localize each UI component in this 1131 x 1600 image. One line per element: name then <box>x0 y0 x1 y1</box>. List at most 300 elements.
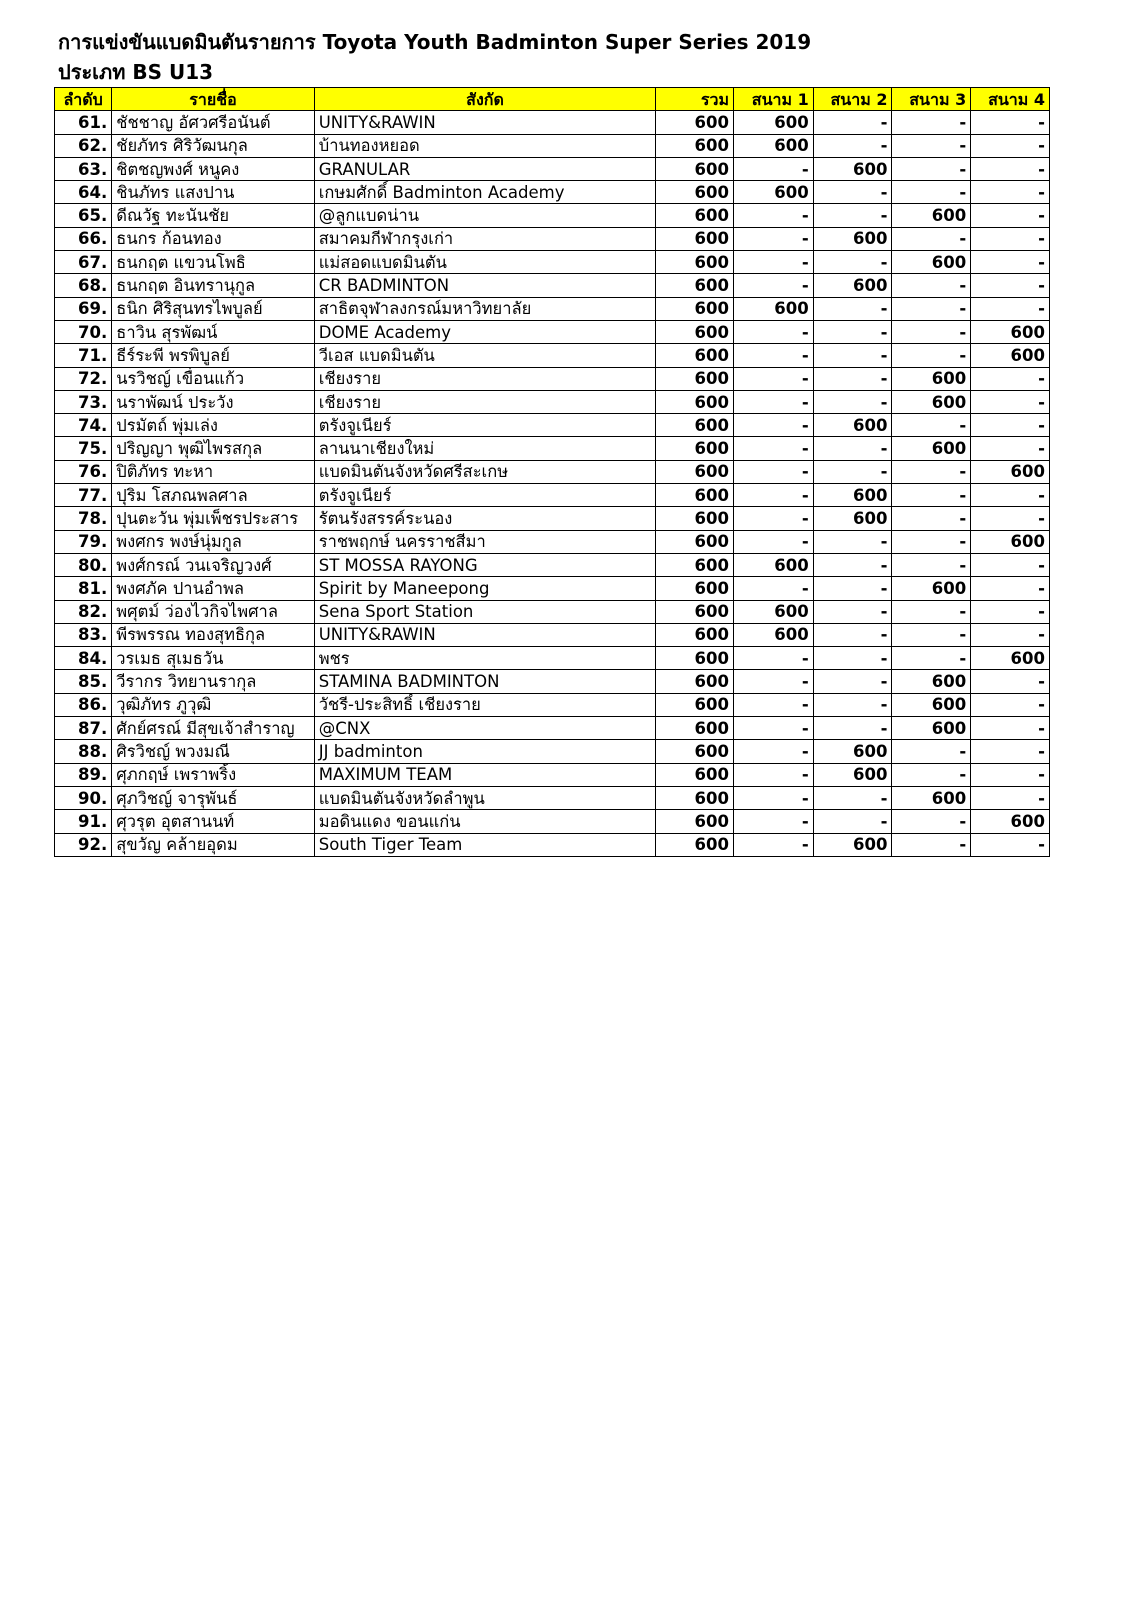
table-row <box>55 507 1050 530</box>
club-cell: @CNX <box>314 717 656 740</box>
venue-2-cell: - <box>813 111 892 134</box>
venue-2-cell: 600 <box>813 763 892 786</box>
venue-2-cell: - <box>813 670 892 693</box>
venue-1-cell: - <box>733 390 813 413</box>
name-cell: ปริญญา พุฒิไพรสกุล <box>112 437 314 460</box>
venue-3-cell: 600 <box>892 693 971 716</box>
rank-cell: 84. <box>55 647 112 670</box>
total-cell: 600 <box>656 181 734 204</box>
venue-2-cell: - <box>813 367 892 390</box>
venue-1-cell: 600 <box>733 553 813 576</box>
club-cell: Spirit by Maneepong <box>314 577 656 600</box>
total-cell: 600 <box>656 134 734 157</box>
col-header-venue-3: สนาม 3 <box>892 88 971 111</box>
club-cell: สาธิตจุฬาลงกรณ์มหาวิทยาลัย <box>314 297 656 320</box>
venue-2-cell: - <box>813 810 892 833</box>
venue-2-cell: - <box>813 693 892 716</box>
total-cell: 600 <box>656 297 734 320</box>
venue-3-cell: - <box>892 647 971 670</box>
total-cell: 600 <box>656 786 734 809</box>
total-cell: 600 <box>656 647 734 670</box>
club-cell: แม่สอดแบดมินตัน <box>314 251 656 274</box>
venue-2-cell: - <box>813 344 892 367</box>
col-header-rank: ลำดับ <box>55 88 112 111</box>
venue-4-cell: - <box>971 157 1050 180</box>
name-cell: ธาวิน สุรพัฒน์ <box>112 320 314 343</box>
rank-cell: 76. <box>55 460 112 483</box>
col-header-venue-2: สนาม 2 <box>813 88 892 111</box>
venue-3-cell: 600 <box>892 717 971 740</box>
rank-cell: 85. <box>55 670 112 693</box>
name-cell: ธนกฤต แขวนโพธิ <box>112 251 314 274</box>
venue-3-cell: - <box>892 227 971 250</box>
venue-2-cell: - <box>813 390 892 413</box>
venue-3-cell: - <box>892 297 971 320</box>
table-row <box>55 670 1050 693</box>
name-cell: พงศภัค ปานอำพล <box>112 577 314 600</box>
table-row <box>55 204 1050 227</box>
club-cell: แบดมินตันจังหวัดศรีสะเกษ <box>314 460 656 483</box>
rank-cell: 68. <box>55 274 112 297</box>
club-cell: บ้านทองหยอด <box>314 134 656 157</box>
venue-2-cell: - <box>813 647 892 670</box>
venue-3-cell: - <box>892 763 971 786</box>
venue-4-cell: - <box>971 227 1050 250</box>
venue-1-cell: - <box>733 320 813 343</box>
total-cell: 600 <box>656 227 734 250</box>
venue-1-cell: - <box>733 484 813 507</box>
category-subtitle: ประเภท BS U13 <box>58 60 214 84</box>
total-cell: 600 <box>656 670 734 693</box>
rank-cell: 88. <box>55 740 112 763</box>
venue-4-cell: 600 <box>971 320 1050 343</box>
rank-cell: 72. <box>55 367 112 390</box>
venue-2-cell: - <box>813 717 892 740</box>
venue-3-cell: 600 <box>892 577 971 600</box>
venue-3-cell: - <box>892 833 971 856</box>
table-row <box>55 530 1050 553</box>
rank-cell: 67. <box>55 251 112 274</box>
venue-1-cell: 600 <box>733 181 813 204</box>
venue-4-cell: - <box>971 274 1050 297</box>
name-cell: พงศกร พงษ์นุ่มกูล <box>112 530 314 553</box>
club-cell: Sena Sport Station <box>314 600 656 623</box>
name-cell: ศุวรุต อุตสานนท์ <box>112 810 314 833</box>
name-cell: นราพัฒน์ ประวัง <box>112 390 314 413</box>
club-cell: มอดินแดง ขอนแก่น <box>314 810 656 833</box>
club-cell: ลานนาเชียงใหม่ <box>314 437 656 460</box>
table-row <box>55 251 1050 274</box>
venue-4-cell: - <box>971 577 1050 600</box>
venue-1-cell: - <box>733 204 813 227</box>
club-cell: เชียงราย <box>314 367 656 390</box>
rank-cell: 71. <box>55 344 112 367</box>
total-cell: 600 <box>656 460 734 483</box>
table-row <box>55 693 1050 716</box>
venue-2-cell: - <box>813 460 892 483</box>
name-cell: พศุตม์ ว่องไวกิจไพศาล <box>112 600 314 623</box>
venue-4-cell: - <box>971 553 1050 576</box>
total-cell: 600 <box>656 344 734 367</box>
venue-1-cell: - <box>733 344 813 367</box>
table-row <box>55 623 1050 646</box>
name-cell: นรวิชญ์ เขื่อนแก้ว <box>112 367 314 390</box>
venue-2-cell: - <box>813 577 892 600</box>
club-cell: แบดมินตันจังหวัดลำพูน <box>314 786 656 809</box>
venue-1-cell: 600 <box>733 134 813 157</box>
name-cell: ปุนตะวัน พุ่มเพ็ชรประสาร <box>112 507 314 530</box>
rank-cell: 65. <box>55 204 112 227</box>
table-row <box>55 414 1050 437</box>
total-cell: 600 <box>656 507 734 530</box>
total-cell: 600 <box>656 577 734 600</box>
venue-1-cell: 600 <box>733 111 813 134</box>
venue-4-cell: - <box>971 484 1050 507</box>
table-row <box>55 647 1050 670</box>
venue-1-cell: - <box>733 157 813 180</box>
table-body <box>55 111 1050 857</box>
name-cell: ศุภวิชญ์ จารุพันธ์ <box>112 786 314 809</box>
name-cell: ธนกร ก้อนทอง <box>112 227 314 250</box>
club-cell: เกษมศักดิ์ Badminton Academy <box>314 181 656 204</box>
venue-1-cell: - <box>733 740 813 763</box>
table-row <box>55 297 1050 320</box>
table-row <box>55 344 1050 367</box>
rank-cell: 81. <box>55 577 112 600</box>
venue-4-cell: 600 <box>971 530 1050 553</box>
table-row <box>55 484 1050 507</box>
venue-1-cell: 600 <box>733 623 813 646</box>
venue-3-cell: - <box>892 740 971 763</box>
rank-cell: 61. <box>55 111 112 134</box>
venue-2-cell: - <box>813 181 892 204</box>
rank-cell: 77. <box>55 484 112 507</box>
rank-cell: 62. <box>55 134 112 157</box>
total-cell: 600 <box>656 833 734 856</box>
name-cell: พงศ์กรณ์ วนเจริญวงศ์ <box>112 553 314 576</box>
col-header-name: รายชื่อ <box>112 88 314 111</box>
venue-1-cell: - <box>733 507 813 530</box>
venue-1-cell: - <box>733 577 813 600</box>
venue-3-cell: - <box>892 320 971 343</box>
venue-3-cell: - <box>892 460 971 483</box>
table-row <box>55 111 1050 134</box>
venue-1-cell: - <box>733 833 813 856</box>
table-row <box>55 181 1050 204</box>
venue-4-cell: - <box>971 367 1050 390</box>
rank-cell: 82. <box>55 600 112 623</box>
venue-2-cell: 600 <box>813 274 892 297</box>
venue-2-cell: - <box>813 600 892 623</box>
table-row <box>55 600 1050 623</box>
rank-cell: 63. <box>55 157 112 180</box>
name-cell: พีรพรรณ ทองสุทธิกุล <box>112 623 314 646</box>
venue-3-cell: - <box>892 181 971 204</box>
venue-1-cell: - <box>733 670 813 693</box>
rank-cell: 83. <box>55 623 112 646</box>
total-cell: 600 <box>656 600 734 623</box>
total-cell: 600 <box>656 717 734 740</box>
rank-cell: 79. <box>55 530 112 553</box>
venue-2-cell: - <box>813 297 892 320</box>
venue-4-cell: - <box>971 111 1050 134</box>
name-cell: วรเมธ สุเมธวัน <box>112 647 314 670</box>
venue-3-cell: 600 <box>892 390 971 413</box>
venue-2-cell: 600 <box>813 507 892 530</box>
venue-3-cell: - <box>892 553 971 576</box>
col-header-venue-4: สนาม 4 <box>971 88 1050 111</box>
venue-4-cell: - <box>971 204 1050 227</box>
venue-4-cell: - <box>971 786 1050 809</box>
total-cell: 600 <box>656 320 734 343</box>
club-cell: วัชรี-ประสิทธิ์ เชียงราย <box>314 693 656 716</box>
rank-cell: 73. <box>55 390 112 413</box>
venue-2-cell: 600 <box>813 833 892 856</box>
venue-3-cell: 600 <box>892 251 971 274</box>
name-cell: ศุภกฤษ์ เพราพริ้ง <box>112 763 314 786</box>
rank-cell: 64. <box>55 181 112 204</box>
venue-4-cell: 600 <box>971 647 1050 670</box>
table-row <box>55 227 1050 250</box>
table-row <box>55 367 1050 390</box>
rank-cell: 89. <box>55 763 112 786</box>
col-header-venue-1: สนาม 1 <box>733 88 813 111</box>
venue-4-cell: - <box>971 623 1050 646</box>
venue-2-cell: - <box>813 437 892 460</box>
venue-3-cell: 600 <box>892 367 971 390</box>
venue-2-cell: - <box>813 786 892 809</box>
venue-4-cell: - <box>971 717 1050 740</box>
table-row <box>55 390 1050 413</box>
venue-3-cell: - <box>892 274 971 297</box>
venue-4-cell: - <box>971 600 1050 623</box>
venue-2-cell: - <box>813 320 892 343</box>
venue-4-cell: 600 <box>971 344 1050 367</box>
venue-3-cell: - <box>892 414 971 437</box>
venue-3-cell: - <box>892 111 971 134</box>
table-row <box>55 810 1050 833</box>
venue-2-cell: - <box>813 553 892 576</box>
rank-cell: 87. <box>55 717 112 740</box>
venue-3-cell: 600 <box>892 670 971 693</box>
venue-4-cell: - <box>971 693 1050 716</box>
ranking-table <box>54 87 1050 857</box>
venue-4-cell: - <box>971 134 1050 157</box>
venue-1-cell: - <box>733 693 813 716</box>
total-cell: 600 <box>656 274 734 297</box>
table-row <box>55 740 1050 763</box>
club-cell: รัตนรังสรรค์ระนอง <box>314 507 656 530</box>
name-cell: ธนกฤต อินทรานุกูล <box>112 274 314 297</box>
venue-2-cell: 600 <box>813 740 892 763</box>
venue-3-cell: - <box>892 157 971 180</box>
club-cell: STAMINA BADMINTON <box>314 670 656 693</box>
name-cell: ปุริม โสภณพลศาล <box>112 484 314 507</box>
venue-4-cell: - <box>971 763 1050 786</box>
venue-4-cell: - <box>971 414 1050 437</box>
table-row <box>55 833 1050 856</box>
venue-3-cell: - <box>892 600 971 623</box>
table-row <box>55 320 1050 343</box>
table-row <box>55 460 1050 483</box>
rank-cell: 69. <box>55 297 112 320</box>
venue-3-cell: - <box>892 134 971 157</box>
venue-1-cell: 600 <box>733 600 813 623</box>
venue-1-cell: - <box>733 251 813 274</box>
venue-4-cell: 600 <box>971 460 1050 483</box>
name-cell: วุฒิภัทร ภูวุฒิ <box>112 693 314 716</box>
venue-3-cell: - <box>892 344 971 367</box>
table-row <box>55 437 1050 460</box>
rank-cell: 86. <box>55 693 112 716</box>
venue-2-cell: 600 <box>813 157 892 180</box>
total-cell: 600 <box>656 740 734 763</box>
venue-1-cell: - <box>733 274 813 297</box>
venue-4-cell: - <box>971 507 1050 530</box>
total-cell: 600 <box>656 204 734 227</box>
name-cell: วีรากร วิทยานรากุล <box>112 670 314 693</box>
venue-2-cell: - <box>813 530 892 553</box>
total-cell: 600 <box>656 251 734 274</box>
rank-cell: 74. <box>55 414 112 437</box>
rank-cell: 80. <box>55 553 112 576</box>
venue-1-cell: - <box>733 786 813 809</box>
club-cell: เชียงราย <box>314 390 656 413</box>
rank-cell: 78. <box>55 507 112 530</box>
table-header-row <box>55 88 1050 111</box>
total-cell: 600 <box>656 390 734 413</box>
document-title: การแข่งขันแบดมินตันรายการ Toyota Youth Badminton Super Series 2019 <box>58 30 812 54</box>
venue-1-cell: - <box>733 530 813 553</box>
total-cell: 600 <box>656 810 734 833</box>
club-cell: JJ badminton <box>314 740 656 763</box>
club-cell: ราชพฤกษ์ นครราชสีมา <box>314 530 656 553</box>
club-cell: CR BADMINTON <box>314 274 656 297</box>
name-cell: ชิตชญพงศ์ หนูคง <box>112 157 314 180</box>
venue-3-cell: - <box>892 810 971 833</box>
venue-4-cell: - <box>971 181 1050 204</box>
club-cell: GRANULAR <box>314 157 656 180</box>
name-cell: ปรมัตถ์ พุ่มเล่ง <box>112 414 314 437</box>
club-cell: @ลูกแบดน่าน <box>314 204 656 227</box>
venue-4-cell: - <box>971 251 1050 274</box>
club-cell: UNITY&RAWIN <box>314 623 656 646</box>
venue-2-cell: 600 <box>813 414 892 437</box>
table-row <box>55 274 1050 297</box>
table-row <box>55 134 1050 157</box>
rank-cell: 92. <box>55 833 112 856</box>
rank-cell: 90. <box>55 786 112 809</box>
table-row <box>55 553 1050 576</box>
venue-4-cell: - <box>971 390 1050 413</box>
club-cell: South Tiger Team <box>314 833 656 856</box>
name-cell: ธนิก ศิริสุนทรไพบูลย์ <box>112 297 314 320</box>
venue-2-cell: - <box>813 623 892 646</box>
club-cell: วีเอส แบดมินตัน <box>314 344 656 367</box>
total-cell: 600 <box>656 414 734 437</box>
total-cell: 600 <box>656 693 734 716</box>
name-cell: สุขวัญ คล้ายอุดม <box>112 833 314 856</box>
club-cell: UNITY&RAWIN <box>314 111 656 134</box>
total-cell: 600 <box>656 623 734 646</box>
rank-cell: 91. <box>55 810 112 833</box>
venue-3-cell: - <box>892 623 971 646</box>
venue-1-cell: - <box>733 414 813 437</box>
venue-1-cell: - <box>733 717 813 740</box>
venue-3-cell: - <box>892 484 971 507</box>
venue-4-cell: - <box>971 740 1050 763</box>
venue-3-cell: 600 <box>892 786 971 809</box>
table-row <box>55 157 1050 180</box>
rank-cell: 70. <box>55 320 112 343</box>
venue-4-cell: - <box>971 297 1050 320</box>
venue-4-cell: - <box>971 670 1050 693</box>
name-cell: ชัยภัทร ศิริวัฒนกุล <box>112 134 314 157</box>
venue-2-cell: 600 <box>813 484 892 507</box>
total-cell: 600 <box>656 484 734 507</box>
rank-cell: 75. <box>55 437 112 460</box>
venue-1-cell: - <box>733 647 813 670</box>
venue-1-cell: - <box>733 460 813 483</box>
name-cell: ชัชชาญ อัศวศรีอนันต์ <box>112 111 314 134</box>
table-row <box>55 717 1050 740</box>
venue-1-cell: - <box>733 810 813 833</box>
name-cell: ชินภัทร แสงปาน <box>112 181 314 204</box>
total-cell: 600 <box>656 437 734 460</box>
venue-4-cell: - <box>971 833 1050 856</box>
col-header-total: รวม <box>656 88 734 111</box>
venue-1-cell: - <box>733 763 813 786</box>
name-cell: ธีร์ระพี พรพิบูลย์ <box>112 344 314 367</box>
venue-1-cell: - <box>733 437 813 460</box>
name-cell: ศักย์ศรณ์ มีสุขเจ้าสำราญ <box>112 717 314 740</box>
total-cell: 600 <box>656 367 734 390</box>
total-cell: 600 <box>656 111 734 134</box>
table-row <box>55 763 1050 786</box>
venue-2-cell: - <box>813 204 892 227</box>
venue-2-cell: - <box>813 251 892 274</box>
club-cell: MAXIMUM TEAM <box>314 763 656 786</box>
club-cell: ST MOSSA RAYONG <box>314 553 656 576</box>
name-cell: ปิติภัทร ทะหา <box>112 460 314 483</box>
name-cell: ดีณวัฐ ทะนันชัย <box>112 204 314 227</box>
venue-1-cell: 600 <box>733 297 813 320</box>
venue-4-cell: - <box>971 437 1050 460</box>
table-row <box>55 786 1050 809</box>
total-cell: 600 <box>656 553 734 576</box>
club-cell: ตรังจูเนียร์ <box>314 414 656 437</box>
venue-3-cell: 600 <box>892 437 971 460</box>
venue-1-cell: - <box>733 227 813 250</box>
rank-cell: 66. <box>55 227 112 250</box>
venue-4-cell: 600 <box>971 810 1050 833</box>
club-cell: DOME Academy <box>314 320 656 343</box>
venue-2-cell: 600 <box>813 227 892 250</box>
total-cell: 600 <box>656 763 734 786</box>
club-cell: พชร <box>314 647 656 670</box>
club-cell: สมาคมกีฬากรุงเก่า <box>314 227 656 250</box>
total-cell: 600 <box>656 157 734 180</box>
col-header-club: สังกัด <box>314 88 656 111</box>
venue-2-cell: - <box>813 134 892 157</box>
venue-3-cell: 600 <box>892 204 971 227</box>
venue-1-cell: - <box>733 367 813 390</box>
name-cell: ศิรวิชญ์ พวงมณี <box>112 740 314 763</box>
total-cell: 600 <box>656 530 734 553</box>
table-row <box>55 577 1050 600</box>
club-cell: ตรังจูเนียร์ <box>314 484 656 507</box>
venue-3-cell: - <box>892 530 971 553</box>
